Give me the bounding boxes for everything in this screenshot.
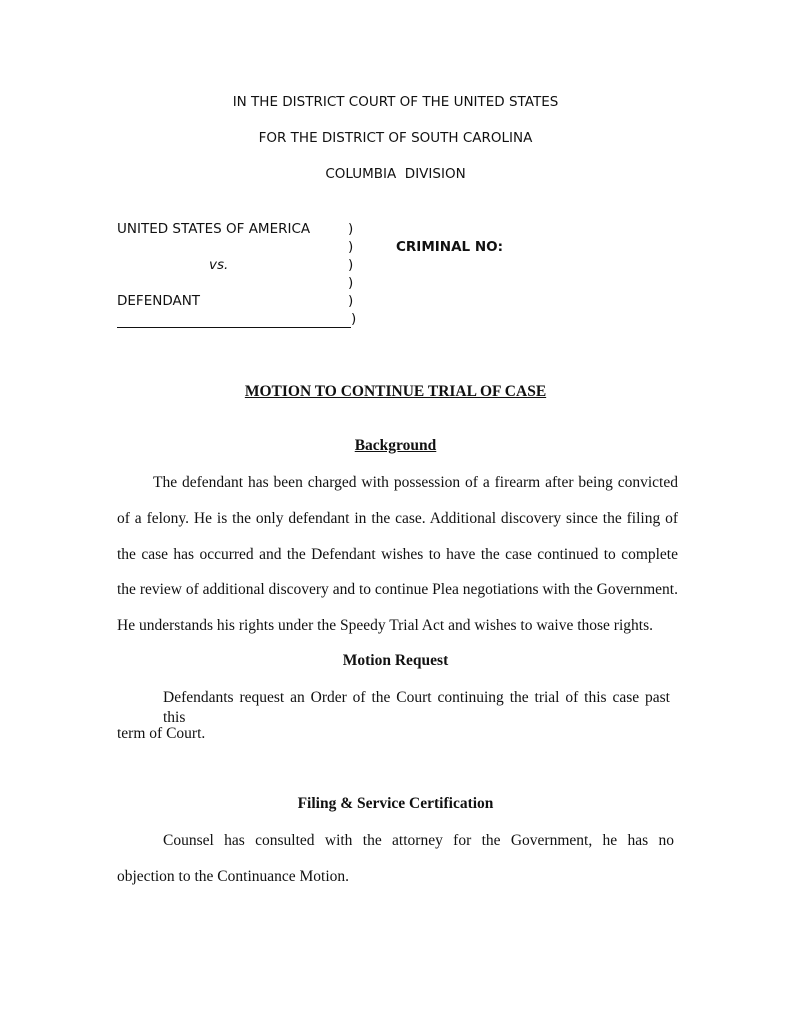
- division-line: COLUMBIA DIVISION: [325, 166, 466, 182]
- plaintiff-name: UNITED STATES OF AMERICA: [117, 221, 311, 237]
- motion-title: MOTION TO CONTINUE TRIAL OF CASE: [244, 383, 547, 400]
- caption-paren: ): [348, 221, 354, 237]
- motion-request-line: term of Court.: [117, 725, 206, 742]
- certification-line: objection to the Continuance Motion.: [117, 868, 350, 885]
- motion-request-heading: Motion Request: [342, 652, 449, 669]
- background-heading: Background: [354, 437, 437, 454]
- background-line: of a felony. He is the only defendant in the case. Additional discovery since the filing of: [117, 510, 678, 527]
- caption-paren: ): [351, 311, 357, 327]
- defendant-name: DEFENDANT: [117, 293, 201, 309]
- motion-request-line: Defendants request an Order of the Court continuing the trial of this case past this: [163, 689, 670, 726]
- background-line: The defendant has been charged with possession of a firearm after being convicted: [153, 474, 678, 491]
- versus-label: vs.: [209, 257, 229, 273]
- caption-paren: ): [348, 239, 354, 255]
- district-line: FOR THE DISTRICT OF SOUTH CAROLINA: [258, 130, 533, 146]
- caption-rule: [117, 327, 351, 328]
- background-line: He understands his rights under the Speedy Trial Act and wishes to waive those rights.: [117, 617, 653, 634]
- caption-paren: ): [348, 293, 354, 309]
- caption-paren: ): [348, 275, 354, 291]
- caption-paren: ): [348, 257, 354, 273]
- certification-line: Counsel has consulted with the attorney for the Government, he has no: [163, 832, 674, 849]
- criminal-number-label: CRIMINAL NO:: [396, 239, 504, 255]
- background-line: the review of additional discovery and to continue Plea negotiations with the Government.: [117, 581, 678, 598]
- certification-heading: Filing & Service Certification: [297, 795, 494, 812]
- court-name-line: IN THE DISTRICT COURT OF THE UNITED STATES: [232, 94, 559, 110]
- background-line: the case has occurred and the Defendant wishes to have the case continued to complete: [117, 546, 678, 563]
